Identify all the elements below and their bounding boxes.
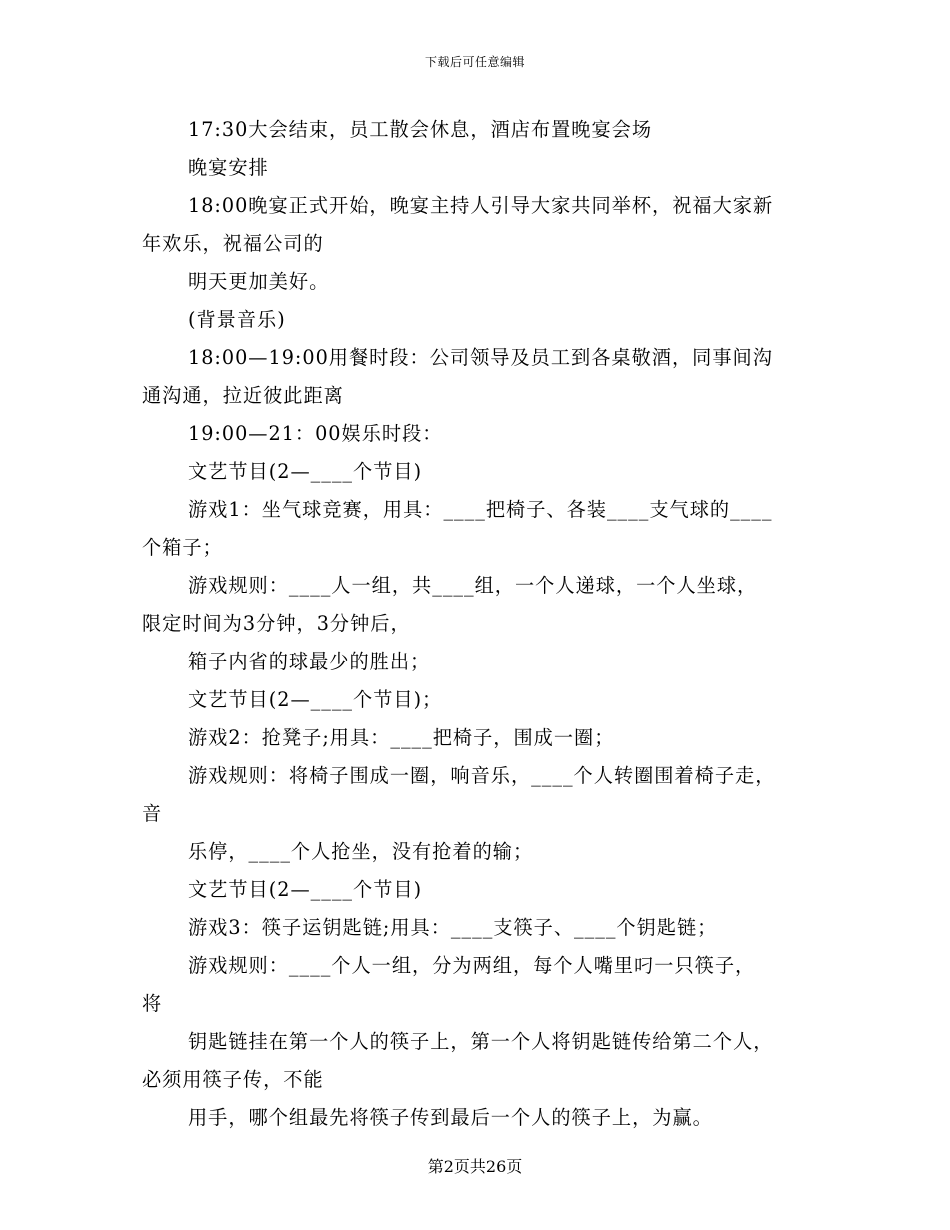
section-heading: 晚宴安排 [188, 156, 269, 179]
body-line: 用手，哪个组最先将筷子传到最后一个人的筷子上，为赢。 [188, 1106, 713, 1129]
body-line: 18:00晚宴正式开始，晚宴主持人引导大家共同举杯，祝福大家新 [188, 194, 774, 217]
body-line: 个箱子； [142, 536, 223, 559]
body-line: 必须用筷子传，不能 [142, 1068, 324, 1091]
body-line: 音 [142, 802, 163, 825]
body-line: 文艺节目(2—____个节目)； [188, 688, 443, 711]
body-line: 将 [142, 992, 163, 1015]
document-body [142, 111, 814, 1137]
body-line: 游戏1：坐气球竞赛，用具：____把椅子、各装____支气球的____ [188, 498, 773, 521]
body-line: 游戏规则：将椅子围成一圈，响音乐，____个人转圈围着椅子走， [188, 764, 776, 787]
body-line: 19:00—21：00娱乐时段： [188, 422, 443, 445]
page-footer: 第2页共26页 [427, 1157, 523, 1176]
body-line: (背景音乐) [188, 308, 286, 331]
body-line: 游戏2：抢凳子;用具：____把椅子，围成一圈； [188, 726, 615, 749]
body-line: 游戏规则：____人一组，共____组，一个人递球，一个人坐球， [188, 574, 758, 597]
body-line: 游戏规则：____个人一组，分为两组，每个人嘴里叼一只筷子， [188, 954, 756, 977]
body-line: 游戏3：筷子运钥匙链;用具：____支筷子、____个钥匙链； [188, 916, 718, 939]
body-line: 18:00—19:00用餐时段：公司领导及员工到各桌敬酒，同事间沟 [188, 346, 773, 369]
body-line: 明天更加美好。 [188, 270, 330, 293]
body-line: 文艺节目(2—____个节目) [188, 878, 423, 901]
body-line: 17:30大会结束，员工散会休息，酒店布置晚宴会场 [188, 118, 653, 141]
body-line: 年欢乐，祝福公司的 [142, 232, 324, 255]
body-line: 文艺节目(2—____个节目) [188, 460, 423, 483]
body-line: 乐停，____个人抢坐，没有抢着的输； [188, 840, 534, 863]
body-line: 钥匙链挂在第一个人的筷子上，第一个人将钥匙链传给第二个人， [188, 1030, 774, 1053]
page-header: 下载后可任意编辑 [424, 55, 525, 69]
body-line: 箱子内省的球最少的胜出； [188, 650, 431, 673]
body-line: 限定时间为3分钟，3分钟后， [142, 612, 411, 635]
body-line: 通沟通，拉近彼此距离 [142, 384, 344, 407]
